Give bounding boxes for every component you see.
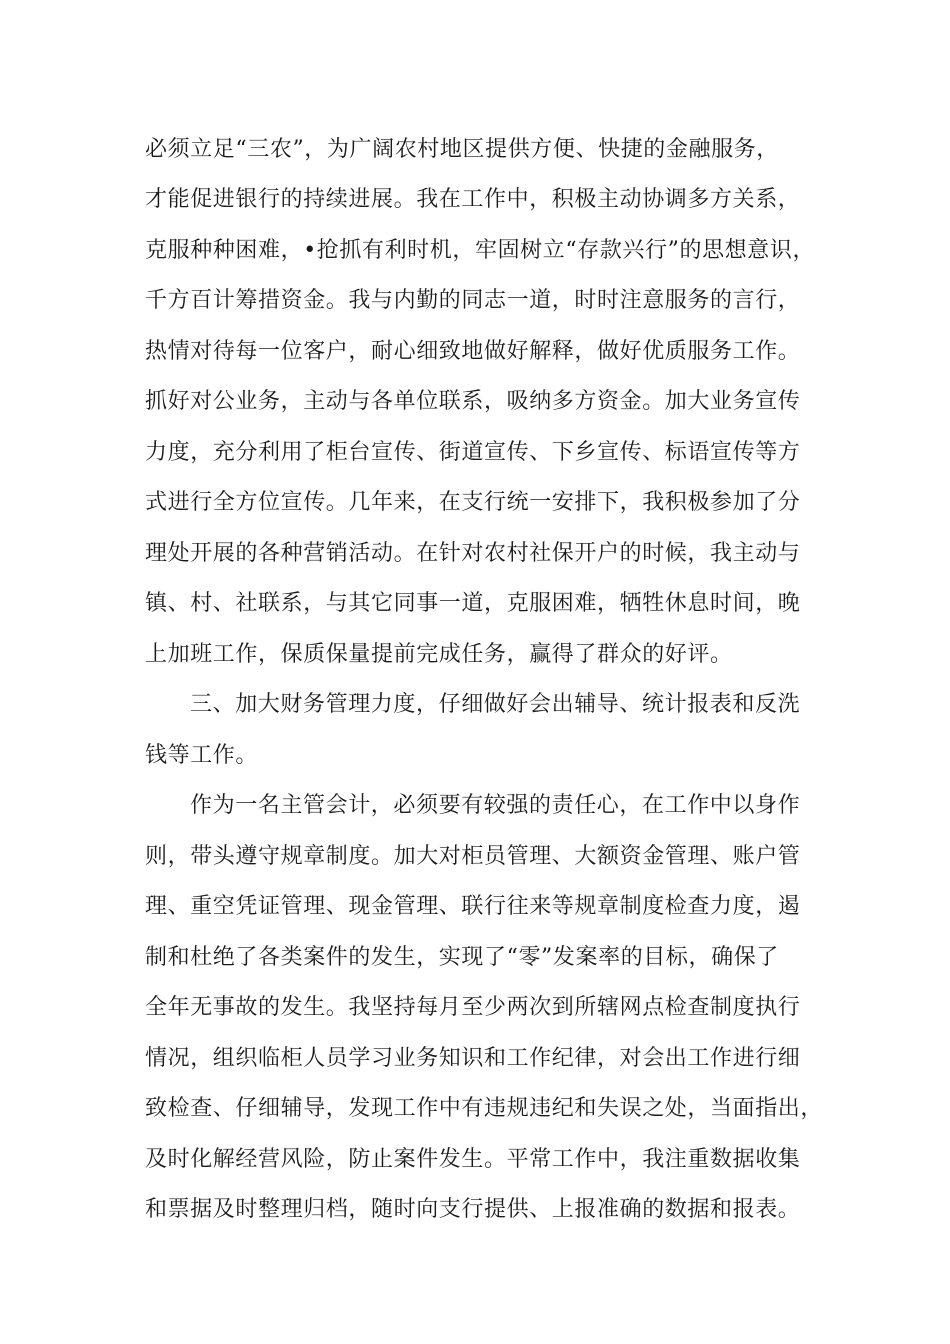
text-line: 力度，充分利用了柜台宣传、街道宣传、下乡宣传、标语宣传等方 xyxy=(145,440,801,465)
text-line: 热情对待每一位客户，耐心细致地做好解释，做好优质服务工作。 xyxy=(145,339,801,364)
text-line: 理处开展的各种营销活动。在针对农村社保开户的时候，我主动与 xyxy=(145,541,801,566)
text-line: 则，带头遵守规章制度。加大对柜员管理、大额资金管理、账户管 xyxy=(145,844,801,869)
text-line: 理、重空凭证管理、现金管理、联行往来等规章制度检查力度，遏 xyxy=(145,894,801,919)
text-line: 克服种种困难，•抢抓有利时机，牢固树立“存款兴行”的思想意识， xyxy=(145,238,816,263)
section-heading-continued: 钱等工作。 xyxy=(145,743,259,768)
section-heading: 三、加大财务管理力度，仔细做好会出辅导、统计报表和反洗 xyxy=(190,692,801,717)
text-line: 式进行全方位宣传。几年来，在支行统一安排下，我积极参加了分 xyxy=(145,490,801,515)
text-line: 千方百计筹措资金。我与内勤的同志一道，时时注意服务的言行， xyxy=(145,288,801,313)
text-line: 及时化解经营风险，防止案件发生。平常工作中，我注重数据收集 xyxy=(145,1147,801,1172)
text-line: 必须立足“三农”，为广阔农村地区提供方便、快捷的金融服务， xyxy=(145,137,779,162)
text-line: 制和杜绝了各类案件的发生，实现了“零”发案率的目标，确保了 xyxy=(145,945,779,970)
text-line: 全年无事故的发生。我坚持每月至少两次到所辖网点检查制度执行 xyxy=(145,995,801,1020)
text-line: 和票据及时整理归档，随时向支行提供、上报准确的数据和报表。 xyxy=(145,1197,801,1222)
text-line: 抓好对公业务，主动与各单位联系，吸纳多方资金。加大业务宣传 xyxy=(145,389,801,414)
text-line: 情况，组织临柜人员学习业务知识和工作纪律，对会出工作进行细 xyxy=(145,1046,801,1071)
text-line: 作为一名主管会计，必须要有较强的责任心，在工作中以身作 xyxy=(190,793,801,818)
text-line: 才能促进银行的持续进展。我在工作中，积极主动协调多方关系， xyxy=(145,187,801,212)
text-line: 上加班工作，保质保量提前完成任务，赢得了群众的好评。 xyxy=(145,642,733,667)
text-line: 镇、村、社联系，与其它同事一道，克服困难，牺牲休息时间，晚 xyxy=(145,591,801,616)
text-line: 致检查、仔细辅导，发现工作中有违规违纪和失误之处，当面指出， xyxy=(145,1096,824,1121)
